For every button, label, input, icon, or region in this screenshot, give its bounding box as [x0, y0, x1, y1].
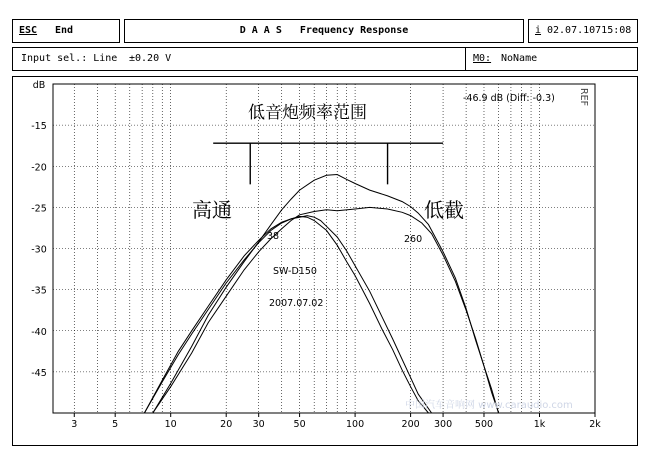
marker-layer	[213, 143, 443, 184]
high-freq-label: 260	[404, 234, 423, 245]
x-tick-label: 10	[164, 419, 177, 430]
esc-button[interactable]: ESC	[19, 25, 38, 36]
low-freq-label: 38	[267, 231, 280, 242]
level-readout: -46.9 dB (Diff: -0.3)	[463, 93, 555, 104]
y-tick-label: dB	[32, 80, 46, 91]
y-tick-label: -40	[31, 326, 47, 338]
x-tick-label: 300	[434, 419, 453, 430]
x-tick-label: 200	[401, 419, 420, 430]
info-icon[interactable]: i	[535, 25, 542, 36]
memory-label[interactable]: M0:	[473, 53, 492, 64]
x-tick-label: 3	[71, 419, 78, 430]
response-curve-3	[144, 216, 428, 413]
axes-layer	[31, 80, 601, 430]
range-title: 低音炮频率范围	[248, 103, 367, 123]
x-tick-label: 2k	[589, 419, 601, 430]
lowpass-label: 低截	[424, 198, 464, 222]
response-curve-2	[153, 207, 499, 413]
y-tick-label: -35	[31, 285, 47, 297]
response-curve-4	[144, 216, 431, 413]
grid-layer	[53, 84, 595, 413]
watermark: 中国汽车音响网 www.caraudio.com	[405, 400, 573, 411]
window-title: D A A S Frequency Response	[239, 25, 409, 36]
y-tick-label: -30	[31, 244, 47, 256]
y-tick-label: -15	[31, 121, 47, 133]
highpass-label: 高通	[192, 198, 232, 222]
x-tick-label: 100	[346, 419, 365, 430]
date-label: 2007.07.02	[269, 298, 324, 309]
input-select[interactable]: Input sel.: Line	[21, 53, 118, 64]
ref-marker: REF	[578, 88, 589, 107]
datetime: 02.07.10715:08	[547, 25, 632, 36]
input-level: ±0.20 V	[129, 53, 172, 64]
x-tick-label: 50	[293, 419, 306, 430]
y-tick-label: -45	[31, 367, 47, 379]
x-tick-label: 5	[112, 419, 119, 430]
end-button[interactable]: End	[55, 25, 74, 36]
x-tick-label: 500	[474, 419, 494, 430]
x-tick-label: 20	[220, 419, 233, 430]
y-tick-label: -20	[31, 162, 47, 174]
x-tick-label: 30	[252, 419, 265, 430]
x-tick-label: 1k	[533, 419, 546, 430]
model-label: SW-D150	[273, 266, 317, 277]
memory-name: NoName	[501, 53, 538, 64]
y-tick-label: -25	[31, 203, 47, 215]
